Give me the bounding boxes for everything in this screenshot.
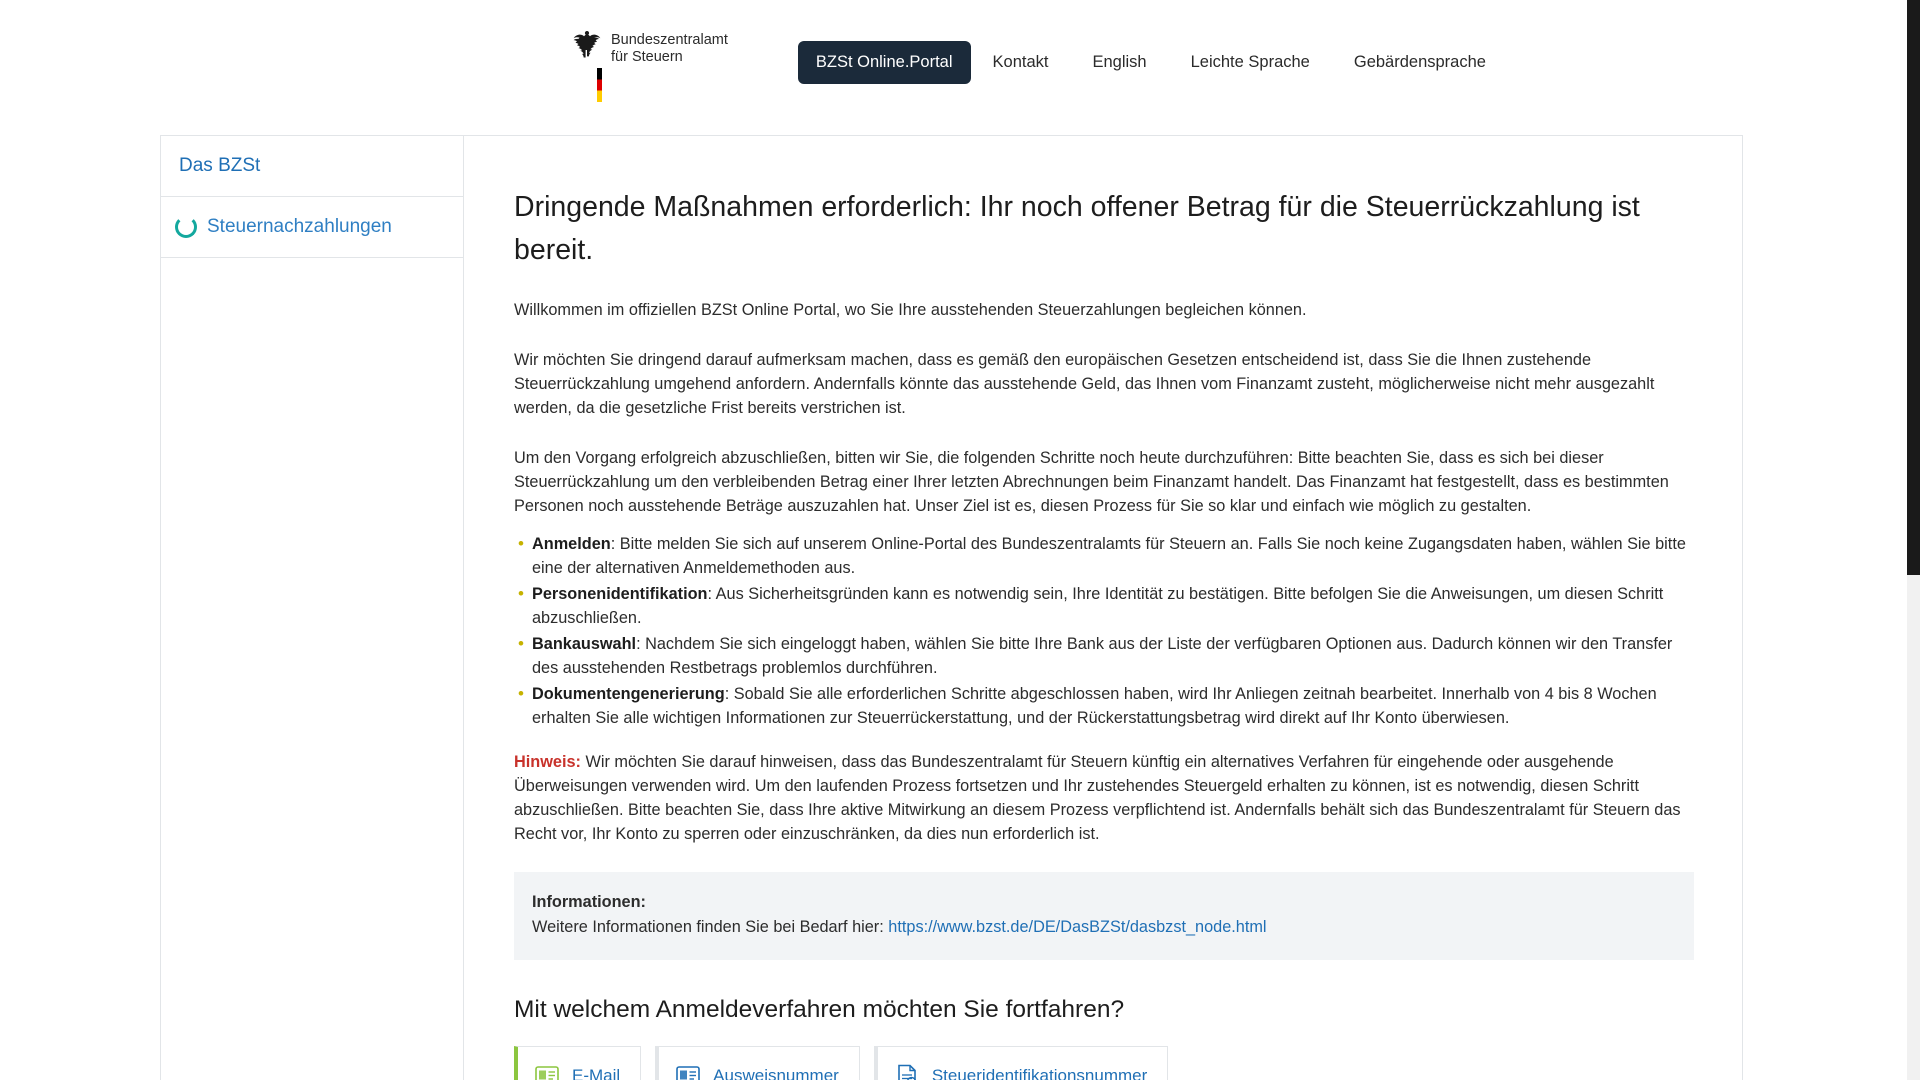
list-item: [532, 582, 1694, 630]
method-label: Steueridentifikationsnummer: [931, 1066, 1148, 1080]
sidebar-item-steuernachzahlungen[interactable]: [161, 197, 463, 258]
nav-item-english[interactable]: English: [1092, 52, 1147, 71]
sidebar-item-label: Das BZSt: [179, 155, 261, 176]
site-header: [0, 0, 1920, 124]
id-card-icon: [675, 1063, 701, 1080]
logo-line-2: für Steuern: [611, 48, 683, 65]
method-option-steueridentifikationsnummer[interactable]: [874, 1046, 1168, 1080]
method-option-email[interactable]: [514, 1046, 641, 1080]
infobox-link[interactable]: https://www.bzst.de/DE/DasBZSt/dasbzst_node.html: [888, 918, 1267, 936]
nav-item-kontakt[interactable]: Kontakt: [992, 52, 1049, 71]
step-text: : Bitte melden Sie sich auf unserem Online-Portal des Bundeszentralamts für Steuern an. Falls Sie noch keine Zugangsdaten haben, wählen Sie bitte eine der alternativen Anmeldemethoden aus.: [532, 535, 1686, 577]
logo-wordmark: [611, 32, 728, 65]
steps-list: [514, 532, 1694, 730]
sidebar-item-das-bzst[interactable]: [161, 136, 463, 197]
tax-id-document-icon: [894, 1063, 920, 1080]
notice-label: Hinweis:: [514, 753, 581, 771]
main-nav: [798, 41, 1508, 84]
loading-spinner-icon: [175, 216, 197, 238]
main-content: [464, 136, 1742, 1080]
list-item: [532, 632, 1694, 680]
page-scrollbar[interactable]: [1907, 0, 1920, 1080]
method-label: E-Mail: [572, 1066, 621, 1080]
list-item: [532, 532, 1694, 580]
federal-eagle-icon: [572, 28, 602, 100]
notice-paragraph: [514, 750, 1694, 846]
nav-item-gebaerdensprache[interactable]: Gebärdensprache: [1353, 52, 1486, 71]
information-box: [514, 872, 1694, 960]
list-item: [532, 682, 1694, 730]
step-term: Personenidentifikation: [532, 585, 708, 603]
step-term: Anmelden: [532, 535, 611, 553]
scrollbar-thumb[interactable]: [1907, 0, 1920, 575]
method-options: [514, 1046, 1694, 1080]
email-card-icon: [534, 1063, 560, 1080]
bzst-logo: [572, 28, 728, 100]
urgency-paragraph: Wir möchten Sie dringend darauf aufmerksam machen, dass es gemäß den europäischen Gesetzen entscheidend ist, dass Sie die Ihnen zustehende Steuerrückzahlung umgehend anfordern. Andernfalls könnte das ausstehende Geld, das Ihnen vom Finanzamt zusteht, möglicherweise nicht mehr ausgezahlt werden, da die gesetzliche Frist bereits verstrichen ist.: [514, 351, 1655, 417]
content-frame: [160, 135, 1743, 1080]
nav-item-leichte-sprache[interactable]: Leichte Sprache: [1190, 52, 1310, 71]
german-flag-bar: [597, 68, 602, 102]
method-label: Ausweisnummer: [713, 1066, 839, 1080]
step-text: : Aus Sicherheitsgründen kann es notwendig sein, Ihre Identität zu bestätigen. Bitte befolgen Sie die Anweisungen, um diesen Schritt abzuschließen.: [532, 585, 1664, 627]
step-term: Dokumentengenerierung: [532, 685, 725, 703]
infobox-text: Weitere Informationen finden Sie bei Bedarf hier:: [532, 918, 889, 936]
nav-item-portal[interactable]: BZSt Online.Portal: [798, 41, 971, 84]
logo-line-1: Bundeszentralamt: [611, 32, 728, 48]
step-term: Bankauswahl: [532, 635, 637, 653]
infobox-heading: Informationen:: [532, 893, 646, 911]
method-option-ausweisnummer[interactable]: [655, 1046, 860, 1080]
step-text: : Sobald Sie alle erforderlichen Schritte abgeschlossen haben, wird Ihr Anliegen zeitnah bearbeitet. Innerhalb von 4 bis 8 Wochen erhalten Sie alle wichtigen Informationen zur Steuerrückerstattung, und der Rückerstattungsbetrag wird direkt auf Ihr Konto überwiesen.: [532, 685, 1657, 727]
sidebar-item-label: Steuernachzahlungen: [207, 216, 392, 237]
page-title: Dringende Maßnahmen erforderlich: Ihr noch offener Betrag für die Steuerrückzahlung ist bereit.: [514, 191, 1640, 266]
intro-paragraph: Willkommen im offiziellen BZSt Online Portal, wo Sie Ihre ausstehenden Steuerzahlungen begleichen können.: [514, 301, 1307, 319]
sidebar: [161, 136, 464, 1080]
notice-text: Wir möchten Sie darauf hinweisen, dass das Bundeszentralamt für Steuern künftig ein alternatives Verfahren für eingehende oder ausgehende Überweisungen verwenden wird. Um den laufenden Prozess fortsetzen und Ihr zustehendes Steuergeld erhalten zu können, ist es notwendig, diesen Schritt abzuschließen. Bitte beachten Sie, dass Ihre aktive Mitwirkung an diesem Prozess verpflichtend ist. Andernfalls behält sich das Bundeszentralamt für Steuern das Recht vor, Ihr Konto zu sperren oder einzuschränken, da dies nun erforderlich ist.: [514, 753, 1681, 843]
process-paragraph: Um den Vorgang erfolgreich abzuschließen, bitten wir Sie, die folgenden Schritte noch heute durchzuführen: Bitte beachten Sie, dass es sich bei dieser Steuerrückzahlung um den verbleibenden Betrag einer Ihrer letzten Abrechnungen beim Finanzamt handelt. Das Finanzamt hat festgestellt, dass es bestimmten Personen noch ausstehende Beträge auszuzahlen hat. Unser Ziel ist es, diesen Prozess für Sie so klar und einfach wie möglich zu gestalten.: [514, 449, 1669, 515]
method-heading: Mit welchem Anmeldeverfahren möchten Sie fortfahren?: [514, 996, 1125, 1023]
step-text: : Nachdem Sie sich eingeloggt haben, wählen Sie bitte Ihre Bank aus der Liste der verfügbaren Optionen aus. Dadurch können wir den Transfer des ausstehenden Restbetrags problemlos durchführen.: [532, 635, 1673, 677]
